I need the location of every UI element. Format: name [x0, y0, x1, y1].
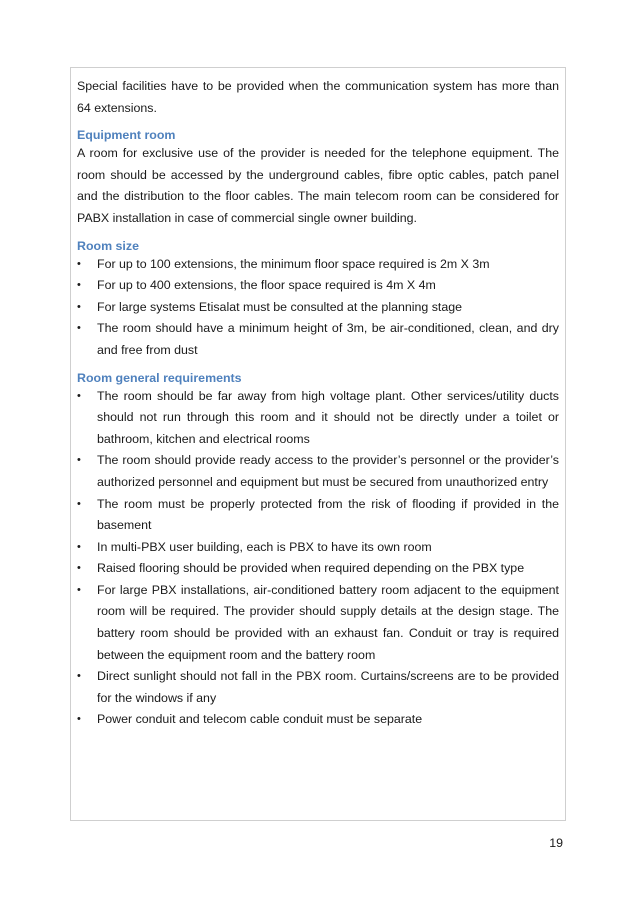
- list-item-text: The room must be properly protected from the risk of flooding if provided in the basement: [97, 496, 559, 533]
- bullet-icon: •: [77, 454, 81, 467]
- list-item-text: Raised flooring should be provided when required depending on the PBX type: [97, 561, 525, 576]
- list-item: [77, 537, 559, 559]
- bullet-icon: •: [77, 713, 81, 726]
- bullet-icon: •: [77, 562, 81, 575]
- room-size-heading: Room size: [77, 238, 139, 253]
- list-item: [77, 297, 559, 319]
- list-item-text: Power conduit and telecom cable conduit must be separate: [97, 712, 423, 727]
- list-item-text: In multi-PBX user building, each is PBX to have its own room: [97, 539, 432, 554]
- bullet-icon: •: [77, 300, 81, 313]
- list-item: [77, 275, 559, 297]
- equipment-room-heading: Equipment room: [77, 128, 176, 143]
- list-item: [77, 558, 559, 580]
- list-item: [77, 254, 559, 276]
- list-item-text: For up to 100 extensions, the minimum floor space required is 2m X 3m: [97, 256, 490, 271]
- bullet-icon: •: [77, 583, 81, 596]
- list-item-text: For large PBX installations, air-conditioned battery room adjacent to the equipment room will be required. The provider should supply details at the design stage. The battery room should be provided with an exhaust fan. Conduit or tray is required between the equipment room and the battery room: [97, 582, 559, 662]
- room-size-list: [77, 254, 559, 362]
- list-item: [77, 709, 559, 731]
- list-item: [77, 494, 559, 537]
- list-item-text: The room should be far away from high voltage plant. Other services/utility ducts should not run through this room and it should not be directly under a toilet or bathroom, kitchen and electrical rooms: [97, 388, 559, 446]
- list-item: [77, 386, 559, 451]
- list-item-text: For large systems Etisalat must be consulted at the planning stage: [97, 299, 463, 314]
- list-item-text: For up to 400 extensions, the floor space required is 4m X 4m: [97, 278, 436, 293]
- bullet-icon: •: [77, 389, 81, 402]
- list-item-text: The room should have a minimum height of 3m, be air-conditioned, clean, and dry and free from dust: [97, 321, 559, 357]
- bullet-icon: •: [77, 540, 81, 553]
- list-item-text: Direct sunlight should not fall in the PBX room. Curtains/screens are to be provided for the windows if any: [97, 669, 559, 705]
- list-item: [77, 666, 559, 709]
- intro-paragraph: Special facilities have to be provided when the communication system has more than 64 extensions.: [77, 79, 559, 115]
- general-requirements-list: [77, 386, 559, 732]
- list-item-text: The room should provide ready access to the provider’s personnel or the provider’s authorized personnel and equipment but must be secured from unauthorized entry: [97, 453, 559, 489]
- bullet-icon: •: [77, 497, 81, 510]
- bullet-icon: •: [77, 670, 81, 683]
- bullet-icon: •: [77, 257, 81, 270]
- list-item: [77, 318, 559, 361]
- bullet-icon: •: [77, 322, 81, 335]
- list-item: [77, 580, 559, 666]
- equipment-room-paragraph: A room for exclusive use of the provider is needed for the telephone equipment. The room should be accessed by the underground cables, fibre optic cables, patch panel and the distribution to the floor cables. The main telecom room can be considered for PABX installation in case of commercial single owner building.: [77, 146, 559, 225]
- bullet-icon: •: [77, 279, 81, 292]
- list-item: [77, 450, 559, 493]
- page-number: 19: [549, 836, 563, 850]
- general-requirements-heading: Room general requirements: [77, 370, 242, 385]
- content-frame: [70, 67, 566, 821]
